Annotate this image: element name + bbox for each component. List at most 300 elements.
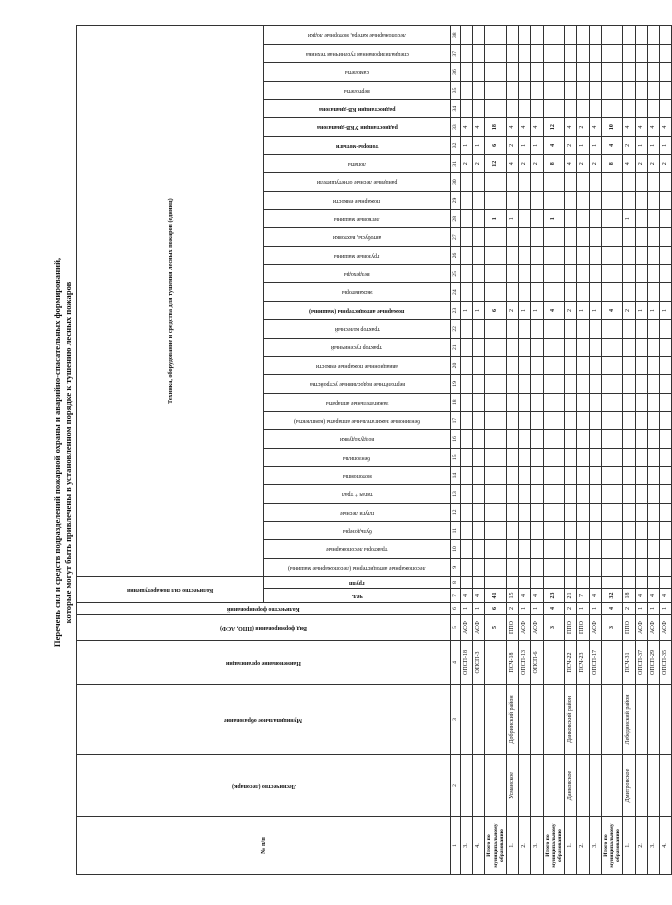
table-cell — [543, 246, 565, 264]
header-equipment-15-text: бензопилы — [343, 454, 371, 461]
table-cell — [506, 356, 518, 374]
table-cell — [519, 265, 531, 283]
table-cell — [461, 81, 473, 99]
table-cell — [485, 100, 507, 118]
table-cell — [461, 503, 473, 521]
table-cell — [565, 320, 577, 338]
table-cell — [589, 45, 601, 63]
column-number-11: 11 — [451, 521, 461, 539]
table-cell: 21 — [565, 589, 577, 603]
table-cell — [473, 228, 485, 246]
table-cell: 2 — [623, 136, 635, 154]
header-forestry — [77, 755, 451, 817]
table-cell: 1 — [635, 136, 647, 154]
header-equipment-11 — [264, 521, 451, 539]
table-cell — [531, 63, 543, 81]
table-cell — [506, 466, 518, 484]
table-cell — [461, 100, 473, 118]
table-cell — [577, 503, 589, 521]
table-cell — [565, 577, 577, 589]
table-cell: 4 — [647, 118, 659, 136]
table-cell — [531, 755, 543, 817]
table-cell: 2 — [623, 301, 635, 319]
table-cell — [531, 246, 543, 264]
table-cell — [506, 265, 518, 283]
header-equipment-22 — [264, 320, 451, 338]
table-cell: 1. — [623, 817, 635, 875]
table-cell — [531, 81, 543, 99]
table-cell — [461, 45, 473, 63]
table-cell — [635, 100, 647, 118]
table-cell — [601, 641, 623, 685]
table-cell — [647, 540, 659, 558]
table-cell — [565, 283, 577, 301]
subtotal-row — [485, 26, 507, 875]
table-cell — [647, 356, 659, 374]
table-cell — [473, 485, 485, 503]
table-cell: 2 — [589, 155, 601, 173]
table-cell — [565, 503, 577, 521]
column-number-38: 38 — [451, 26, 461, 45]
table-cell — [601, 228, 623, 246]
table-cell — [461, 320, 473, 338]
table-cell — [473, 81, 485, 99]
table-cell — [635, 283, 647, 301]
table-cell — [635, 356, 647, 374]
table-cell — [485, 430, 507, 448]
table-cell — [577, 265, 589, 283]
table-cell: 18 — [485, 118, 507, 136]
table-cell — [647, 63, 659, 81]
table-cell: 4 — [506, 155, 518, 173]
table-cell — [506, 448, 518, 466]
table-cell — [659, 558, 671, 576]
table-cell — [531, 685, 543, 755]
table-cell: 1 — [647, 301, 659, 319]
table-cell — [577, 63, 589, 81]
table-cell — [647, 191, 659, 209]
table-cell — [601, 521, 623, 539]
header-equipment-23 — [264, 301, 451, 319]
table-cell — [473, 448, 485, 466]
table-cell — [623, 411, 635, 429]
table-cell: 4 — [601, 301, 623, 319]
table-cell: 4 — [519, 589, 531, 603]
table-cell — [543, 448, 565, 466]
table-cell — [601, 81, 623, 99]
table-cell — [659, 173, 671, 191]
table-cell — [473, 210, 485, 228]
table-cell — [531, 283, 543, 301]
table-cell — [601, 448, 623, 466]
table-cell — [531, 320, 543, 338]
table-cell — [531, 430, 543, 448]
table-cell — [589, 430, 601, 448]
table-cell — [577, 26, 589, 45]
table-cell — [659, 100, 671, 118]
table-cell — [647, 375, 659, 393]
header-equipment-21 — [264, 338, 451, 356]
table-cell — [589, 26, 601, 45]
table-cell — [506, 63, 518, 81]
table-cell — [543, 45, 565, 63]
table-cell — [659, 685, 671, 755]
header-equipment-14-text: мотопомпы — [342, 472, 372, 479]
table-cell — [543, 521, 565, 539]
header-municipality — [77, 685, 451, 755]
table-cell — [601, 375, 623, 393]
table-cell — [635, 210, 647, 228]
table-cell — [473, 100, 485, 118]
table-cell — [623, 228, 635, 246]
table-cell: ППО — [506, 615, 518, 641]
table-cell — [531, 503, 543, 521]
table-cell — [531, 191, 543, 209]
table-cell: 12 — [543, 118, 565, 136]
column-number-16: 16 — [451, 430, 461, 448]
table-cell — [543, 26, 565, 45]
table-cell — [589, 466, 601, 484]
table-cell — [531, 466, 543, 484]
table-cell — [647, 265, 659, 283]
table-cell — [659, 466, 671, 484]
header-equipment-group: Техника, оборудование и средства для тушения лесных пожаров (единиц) — [77, 26, 264, 577]
table-row — [565, 26, 577, 875]
table-cell — [565, 26, 577, 45]
table-cell — [589, 577, 601, 589]
header-equipment-32 — [264, 136, 451, 154]
document-title — [52, 30, 74, 875]
table-cell — [531, 375, 543, 393]
table-cell — [485, 521, 507, 539]
table-cell — [543, 577, 565, 589]
table-cell — [519, 485, 531, 503]
table-cell — [519, 283, 531, 301]
header-people — [264, 589, 451, 603]
table-cell — [473, 558, 485, 576]
table-cell — [601, 191, 623, 209]
table-cell — [589, 173, 601, 191]
table-cell — [659, 210, 671, 228]
table-cell — [485, 246, 507, 264]
table-cell — [659, 411, 671, 429]
table-cell — [461, 63, 473, 81]
table-cell — [565, 430, 577, 448]
table-cell — [647, 338, 659, 356]
table-cell — [519, 26, 531, 45]
table-cell — [506, 320, 518, 338]
header-equipment-15 — [264, 448, 451, 466]
table-cell — [623, 356, 635, 374]
header-equipment-16 — [264, 430, 451, 448]
table-cell: ОПСП-37 — [635, 641, 647, 685]
table-cell — [531, 338, 543, 356]
table-cell — [473, 283, 485, 301]
header-equipment-22-text: трактор колесный — [334, 326, 380, 333]
table-cell — [531, 485, 543, 503]
header-equipment-18-text: зажигательные аппараты — [325, 399, 389, 406]
table-cell — [543, 393, 565, 411]
header-equipment-20 — [264, 356, 451, 374]
table-cell: Дмитровское — [623, 755, 635, 817]
table-cell: 4 — [647, 589, 659, 603]
table-row — [635, 26, 647, 875]
table-cell — [506, 430, 518, 448]
column-number-33: 33 — [451, 118, 461, 136]
table-cell: 5 — [485, 615, 507, 641]
table-cell: 1. — [565, 817, 577, 875]
table-cell — [506, 411, 518, 429]
table-cell — [519, 540, 531, 558]
table-cell: ПСЧ-22 — [565, 641, 577, 685]
table-cell: Добринский район — [506, 685, 518, 755]
header-equipment-16-text: воздуходувки — [339, 436, 375, 443]
table-cell — [519, 448, 531, 466]
table-cell — [635, 540, 647, 558]
header-equipment-33 — [264, 118, 451, 136]
header-equipment-37 — [264, 45, 451, 63]
table-cell — [589, 228, 601, 246]
header-equipment-12 — [264, 503, 451, 521]
table-cell: ППО — [623, 615, 635, 641]
table-cell — [565, 191, 577, 209]
table-cell — [577, 540, 589, 558]
table-cell — [543, 81, 565, 99]
table-cell — [461, 228, 473, 246]
table-cell — [647, 685, 659, 755]
table-cell — [473, 411, 485, 429]
table-cell — [589, 265, 601, 283]
column-number-7: 7 — [451, 589, 461, 603]
table-cell — [577, 228, 589, 246]
table-cell — [543, 641, 565, 685]
table-cell — [635, 63, 647, 81]
table-cell — [635, 521, 647, 539]
table-cell: 2 — [461, 155, 473, 173]
table-cell: 6 — [485, 136, 507, 154]
header-staff-group — [77, 577, 264, 603]
table-cell — [601, 26, 623, 45]
table-cell: Итого по муниципальному образованию — [485, 817, 507, 875]
header-formations-count — [77, 603, 451, 615]
header-equipment-35-text: вертолеты — [344, 87, 370, 94]
table-cell: Данковский район — [565, 685, 577, 755]
table-cell: 1 — [531, 603, 543, 615]
table-cell: 4 — [519, 118, 531, 136]
table-cell — [485, 577, 507, 589]
table-cell — [461, 356, 473, 374]
table-cell — [565, 63, 577, 81]
header-equipment-17-text: бензиновые зажигательные аппараты (комплекты) — [293, 417, 421, 424]
table-cell: 2 — [659, 155, 671, 173]
table-cell — [473, 63, 485, 81]
table-cell — [577, 173, 589, 191]
table-cell: 2 — [506, 136, 518, 154]
header-equipment-10 — [264, 540, 451, 558]
table-cell — [577, 577, 589, 589]
table-cell — [623, 485, 635, 503]
table-cell — [531, 356, 543, 374]
table-cell: 7 — [577, 589, 589, 603]
table-cell — [601, 356, 623, 374]
table-cell: АСФ — [473, 615, 485, 641]
column-number-37: 37 — [451, 45, 461, 63]
table-cell — [577, 448, 589, 466]
table-cell — [589, 521, 601, 539]
table-cell — [485, 356, 507, 374]
header-equipment-38 — [264, 26, 451, 45]
table-cell — [577, 338, 589, 356]
table-cell — [543, 375, 565, 393]
header-equipment-28 — [264, 210, 451, 228]
table-cell — [601, 393, 623, 411]
table-cell — [565, 338, 577, 356]
column-number-31: 31 — [451, 155, 461, 173]
table-cell — [659, 338, 671, 356]
header-equipment-38-text: лесопожарные катера, моторные лодки — [308, 32, 406, 39]
table-cell — [577, 411, 589, 429]
table-row — [506, 26, 518, 875]
table-cell: 1 — [577, 136, 589, 154]
table-cell — [589, 81, 601, 99]
table-cell: 1 — [506, 210, 518, 228]
table-cell — [589, 191, 601, 209]
table-cell — [565, 81, 577, 99]
table-cell: 1 — [659, 603, 671, 615]
table-cell — [623, 246, 635, 264]
column-number-19: 19 — [451, 375, 461, 393]
table-cell: 4 — [543, 603, 565, 615]
table-cell — [589, 100, 601, 118]
table-cell — [506, 503, 518, 521]
table-cell — [473, 173, 485, 191]
table-cell: АСФ — [647, 615, 659, 641]
table-cell — [601, 210, 623, 228]
table-cell — [461, 246, 473, 264]
table-cell: ОПСП-6 — [531, 641, 543, 685]
table-cell — [589, 448, 601, 466]
table-cell — [623, 466, 635, 484]
table-cell — [473, 191, 485, 209]
column-number-35: 35 — [451, 81, 461, 99]
table-cell: АСФ — [659, 615, 671, 641]
table-cell: 4 — [635, 118, 647, 136]
resources-table — [76, 25, 672, 875]
table-cell — [635, 503, 647, 521]
table-cell: 18 — [623, 589, 635, 603]
table-cell — [473, 320, 485, 338]
table-cell — [565, 521, 577, 539]
table-cell: 4 — [531, 118, 543, 136]
table-cell — [635, 393, 647, 411]
table-cell — [565, 485, 577, 503]
column-number-27: 27 — [451, 228, 461, 246]
table-cell — [623, 81, 635, 99]
table-cell — [473, 577, 485, 589]
table-cell — [531, 577, 543, 589]
table-cell — [659, 81, 671, 99]
table-cell: 1 — [519, 301, 531, 319]
table-cell: 1 — [543, 210, 565, 228]
table-cell — [577, 246, 589, 264]
table-cell — [647, 228, 659, 246]
table-cell: 1 — [635, 301, 647, 319]
header-equipment-28-text: легковые машины — [334, 216, 380, 223]
table-cell — [506, 521, 518, 539]
table-cell: 1 — [577, 301, 589, 319]
table-cell — [601, 246, 623, 264]
table-cell — [601, 45, 623, 63]
column-number-23: 23 — [451, 301, 461, 319]
table-cell: 4 — [659, 118, 671, 136]
table-cell — [635, 26, 647, 45]
table-cell: 2 — [506, 603, 518, 615]
column-number-25: 25 — [451, 265, 461, 283]
table-cell: 1 — [519, 136, 531, 154]
table-cell — [461, 521, 473, 539]
table-cell — [659, 540, 671, 558]
header-equipment-14 — [264, 466, 451, 484]
table-cell — [635, 448, 647, 466]
column-number-8: 8 — [451, 577, 461, 589]
table-cell — [565, 558, 577, 576]
table-cell — [589, 503, 601, 521]
header-people-text: чел. — [351, 592, 363, 599]
table-cell — [589, 338, 601, 356]
table-cell — [647, 173, 659, 191]
table-cell: 1 — [659, 136, 671, 154]
table-cell — [635, 45, 647, 63]
table-cell — [461, 265, 473, 283]
table-cell — [519, 411, 531, 429]
table-cell — [601, 338, 623, 356]
header-equipment-36-text: самолеты — [345, 69, 369, 76]
column-number-6: 6 — [451, 603, 461, 615]
table-cell — [485, 393, 507, 411]
table-cell: 23 — [543, 589, 565, 603]
column-number-26: 26 — [451, 246, 461, 264]
table-cell — [635, 81, 647, 99]
table-row — [623, 26, 635, 875]
table-cell: 1 — [461, 136, 473, 154]
table-cell — [485, 375, 507, 393]
header-equipment-10-text: тракторы лесопожарные — [326, 546, 388, 553]
table-cell: 4. — [659, 817, 671, 875]
header-equipment-24-text: экскаваторы — [341, 289, 373, 296]
table-cell — [519, 173, 531, 191]
table-cell — [635, 577, 647, 589]
table-cell — [577, 210, 589, 228]
table-row — [473, 26, 485, 875]
table-cell — [519, 503, 531, 521]
table-cell — [519, 466, 531, 484]
table-cell: 1 — [461, 603, 473, 615]
table-cell — [577, 755, 589, 817]
table-cell — [531, 26, 543, 45]
table-cell — [577, 81, 589, 99]
table-cell — [659, 191, 671, 209]
table-cell — [647, 485, 659, 503]
table-cell: 4 — [565, 118, 577, 136]
table-cell — [485, 63, 507, 81]
table-cell — [623, 540, 635, 558]
header-equipment-36 — [264, 63, 451, 81]
table-cell — [543, 265, 565, 283]
table-cell: 1 — [589, 136, 601, 154]
header-equipment-17 — [264, 411, 451, 429]
table-cell — [577, 685, 589, 755]
table-cell — [647, 100, 659, 118]
